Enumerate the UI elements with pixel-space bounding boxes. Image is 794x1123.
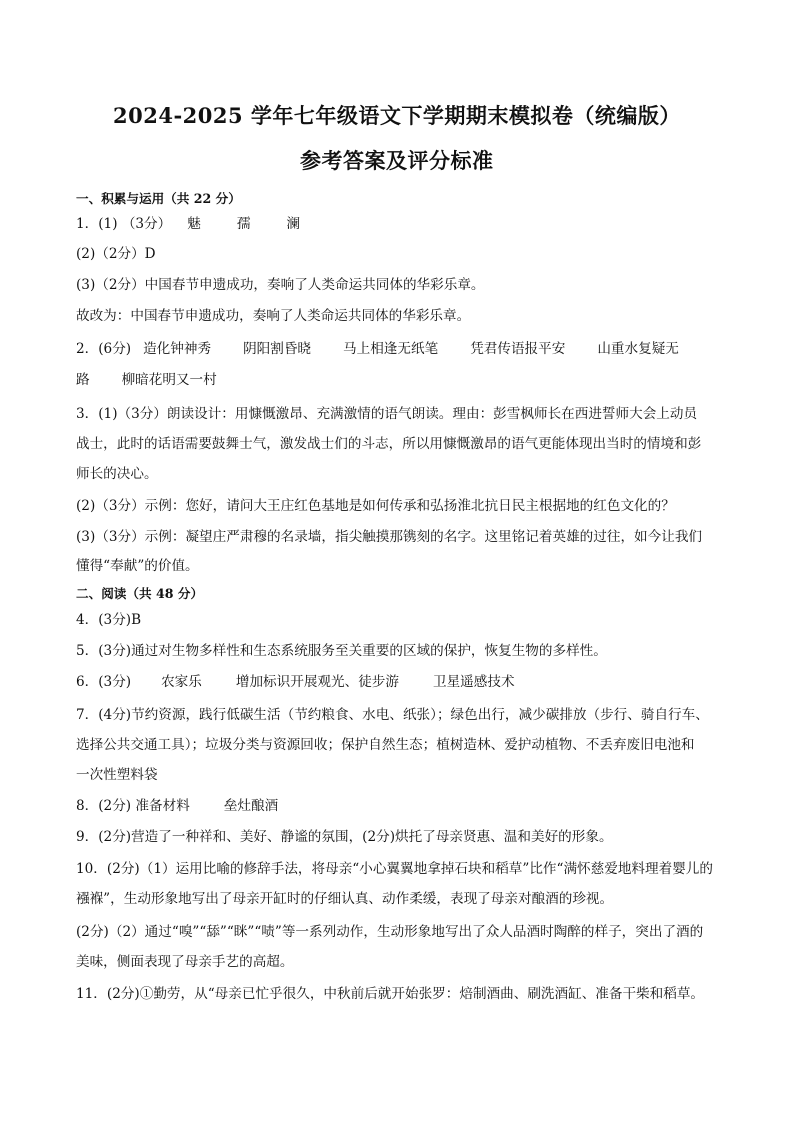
answer-q2-item1: 造化钟神秀 <box>143 341 212 357</box>
document-title: 2024-2025 学年七年级语文下学期期末模拟卷（统编版） <box>113 103 681 128</box>
answer-q1-correction: 故改为：中国春节申遗成功，奏响了人类命运共同体的华彩乐章。 <box>76 308 471 324</box>
answer-q9: 9．(2分)营造了一种祥和、美好、静谧的氛围，(2分)烘托了母亲贤惠、温和美好的形象。 <box>76 829 613 845</box>
answer-q6 <box>76 673 515 691</box>
answer-q3-part3-line2: 懂得“奉献”的价值。 <box>76 558 199 574</box>
answer-q1-part1-label: 1．(1) （3分） <box>76 216 172 232</box>
answer-q2-item5: 山重水复疑无 <box>597 341 679 357</box>
answer-q8 <box>76 797 278 815</box>
answer-q10-line2: 襁褓”，生动形象地写出了母亲开缸时的仔细认真、动作柔缓，表现了母亲对酿酒的珍视。 <box>76 891 614 907</box>
answer-q2-item3: 马上相逢无纸笔 <box>343 341 439 357</box>
answer-q6-item1: 农家乐 <box>161 674 202 690</box>
section-heading-reading: 二、阅读（共 48 分） <box>76 586 204 601</box>
answer-q1-part2: (2)（2分）D <box>76 246 156 262</box>
answer-q7-line3: 一次性塑料袋 <box>76 767 158 783</box>
answer-q1-word2: 孺 <box>236 216 251 232</box>
answer-q1-part3: (3)（2分）中国春节申遗成功，奏响了人类命运共同体的华彩乐章。 <box>76 277 485 293</box>
answer-q7-line1: 7．(4分)节约资源，践行低碳生活（节约粮食、水电、纸张）；绿色出行，减少碳排放（步行、骑自行车、 <box>76 707 709 723</box>
answer-q3-part1-line1: 3．(1)（3分）朗读设计：用慷慨激昂、充满激情的语气朗读。理由：彭雪枫师长在西进誓师大会上动员 <box>76 406 698 422</box>
answer-q2-item6: 柳暗花明又一村 <box>121 372 217 388</box>
answer-q2-item4: 凭君传语报平安 <box>470 341 566 357</box>
answer-q7-line2: 选择公共交通工具）；垃圾分类与资源回收；保护自然生态；植树造林、爱护动植物、不丢弃废旧电池和 <box>76 737 695 753</box>
answer-q1-part1 <box>76 215 300 233</box>
answer-q2-line1 <box>76 340 679 358</box>
answer-q3-part1-line2: 战士，此时的话语需要鼓舞士气，激发战士们的斗志，所以用慷慨激昂的语气更能体现出当时的情境和彭 <box>76 436 702 452</box>
answer-q2-item2: 阴阳割昏晓 <box>243 341 312 357</box>
answer-q3-part1-line3: 师长的决心。 <box>76 466 158 482</box>
answer-q10-line4: 美味，侧面表现了母亲手艺的高超。 <box>76 954 294 970</box>
section-heading-accumulation: 一、积累与运用（共 22 分） <box>76 191 241 206</box>
answer-q8-label: 8．(2分) 准备材料 <box>76 798 190 814</box>
answer-q1-word1: 魅 <box>187 216 201 232</box>
answer-q6-item3: 卫星遥感技术 <box>433 674 515 690</box>
document-subtitle: 参考答案及评分标准 <box>300 148 494 173</box>
answer-q6-item2: 增加标识开展观光、徒步游 <box>235 674 399 690</box>
answer-q8-item2: 垒灶酿酒 <box>223 798 279 814</box>
answer-q2-line2 <box>76 371 217 389</box>
answer-q3-part3-line1: (3)（3分）示例：凝望庄严肃穆的名录墙，指尖触摸那镌刻的名字。这里铭记着英雄的过往，如今让我们 <box>76 529 703 545</box>
answer-q11-line1: 11．(2分)①勤劳，从“母亲已忙乎很久，中秋前后就开始张罗：焙制酒曲、刷洗酒缸、准备干柴和稻草。 <box>76 986 705 1002</box>
answer-q10-line3: (2分)（2）通过“嗅”“舔”“眯”“啧”等一系列动作，生动形象地写出了众人品酒时陶醉的样子，突出了酒的 <box>76 924 704 940</box>
answer-q3-part2: (2)（3分）示例：您好，请问大王庄红色基地是如何传承和弘扬淮北抗日民主根据地的红色文化的？ <box>76 498 675 514</box>
answer-q2-item5-cont: 路 <box>76 372 90 388</box>
answer-q2-label: 2．(6分) <box>76 341 132 357</box>
answer-q5: 5．(3分)通过对生物多样性和生态系统服务至关重要的区域的保护，恢复生物的多样性。 <box>76 643 607 659</box>
answer-q4: 4．(3分)B <box>76 612 142 628</box>
answer-q6-label: 6．(3分) <box>76 674 132 690</box>
answer-q1-word3: 澜 <box>286 216 301 232</box>
answer-q10-line1: 10．(2分)（1）运用比喻的修辞手法，将母亲“小心翼翼地拿掉石块和稻草”比作“满怀慈爱地料理着婴儿的 <box>76 861 713 877</box>
